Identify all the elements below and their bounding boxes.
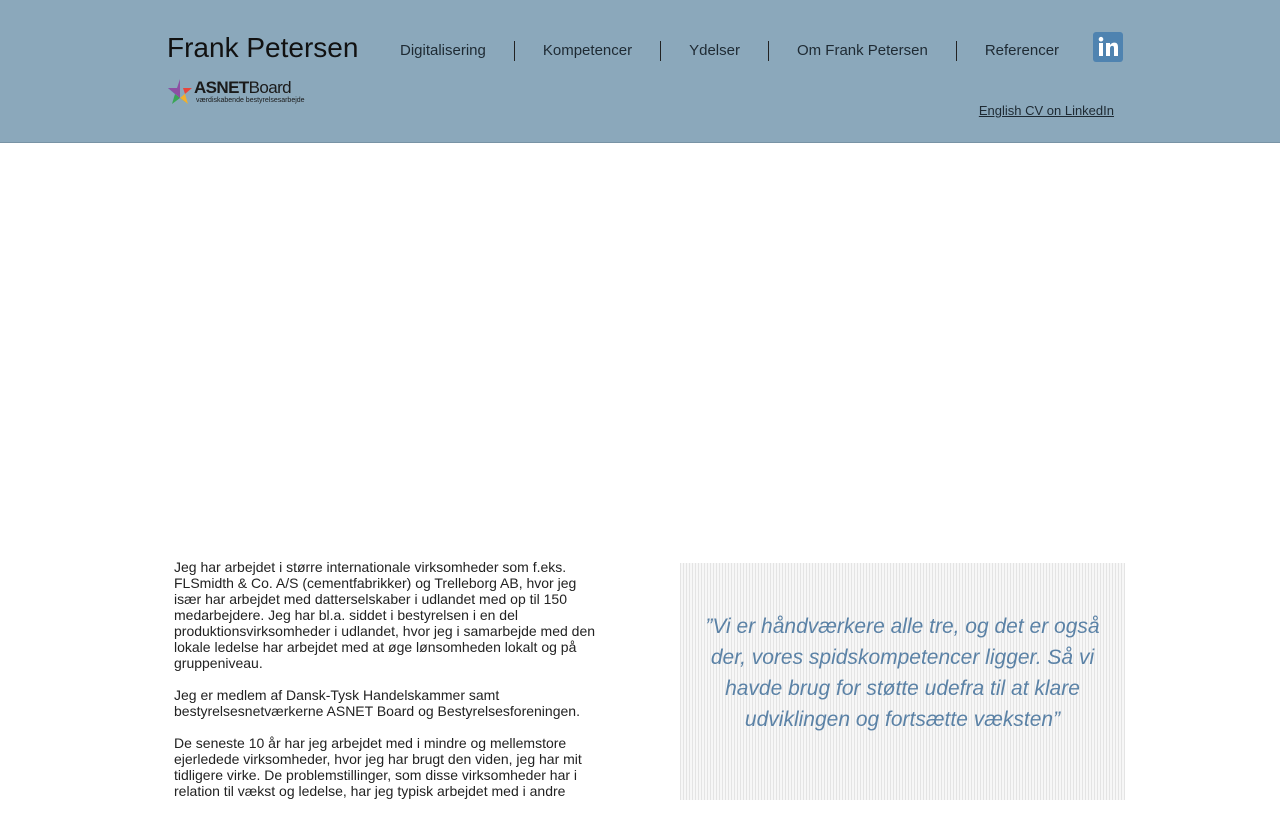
paragraph: Jeg er medlem af Dansk-Tysk Handelskammer samt bestyrelsesnetværkerne ASNET Board og Bestyrelsesforeningen. — [174, 687, 580, 719]
english-cv-link[interactable]: English CV on LinkedIn — [978, 103, 1114, 118]
star-logo-icon — [166, 78, 194, 106]
paragraph: De seneste 10 år har jeg arbejdet med i mindre og mellemstore ejerledede virksomheder, hvor jeg har brugt den viden, jeg har mit tidligere virke. De problemstillinger, som disse virksomheder har i relation til vækst og ledelse, har jeg typisk arbejdet med i andre — [174, 735, 582, 799]
site-header — [0, 0, 1280, 143]
site-title[interactable]: Frank Petersen — [167, 32, 359, 63]
logo-brand: ASNETBoard — [194, 78, 291, 97]
main-nav — [372, 41, 1087, 61]
nav-item-referencer[interactable]: Referencer — [956, 41, 1087, 61]
testimonial-box — [680, 563, 1125, 800]
intro-text — [174, 559, 604, 815]
asnet-board-logo[interactable] — [166, 78, 306, 108]
nav-item-om-frank-petersen[interactable]: Om Frank Petersen — [768, 41, 956, 61]
nav-item-ydelser[interactable]: Ydelser — [660, 41, 768, 61]
testimonial-quote: ”Vi er håndværkere alle tre, og det er også der, vores spidskompetencer ligger. Så vi havde brug for støtte udefra til at klare udviklingen og fortsætte væksten” — [705, 615, 1100, 731]
linkedin-icon[interactable] — [1093, 32, 1123, 62]
logo-tagline: værdiskabende bestyrelsesarbejde — [196, 97, 305, 104]
nav-item-kompetencer[interactable]: Kompetencer — [514, 41, 660, 61]
paragraph: Jeg har arbejdet i større internationale virksomheder som f.eks. FLSmidth & Co. A/S (cementfabrikker) og Trelleborg AB, hvor jeg især har arbejdet med datterselskaber i udlandet med op til 150 medarbejdere. Jeg har bl.a. siddet i bestyrelsen i en del produktionsvirksomheder i udlandet, hvor jeg i samarbejde med den lokale ledelse har arbejdet med at øge lønsomheden lokalt og på gruppeniveau. — [174, 559, 596, 671]
nav-item-digitalisering[interactable]: Digitalisering — [400, 42, 486, 59]
